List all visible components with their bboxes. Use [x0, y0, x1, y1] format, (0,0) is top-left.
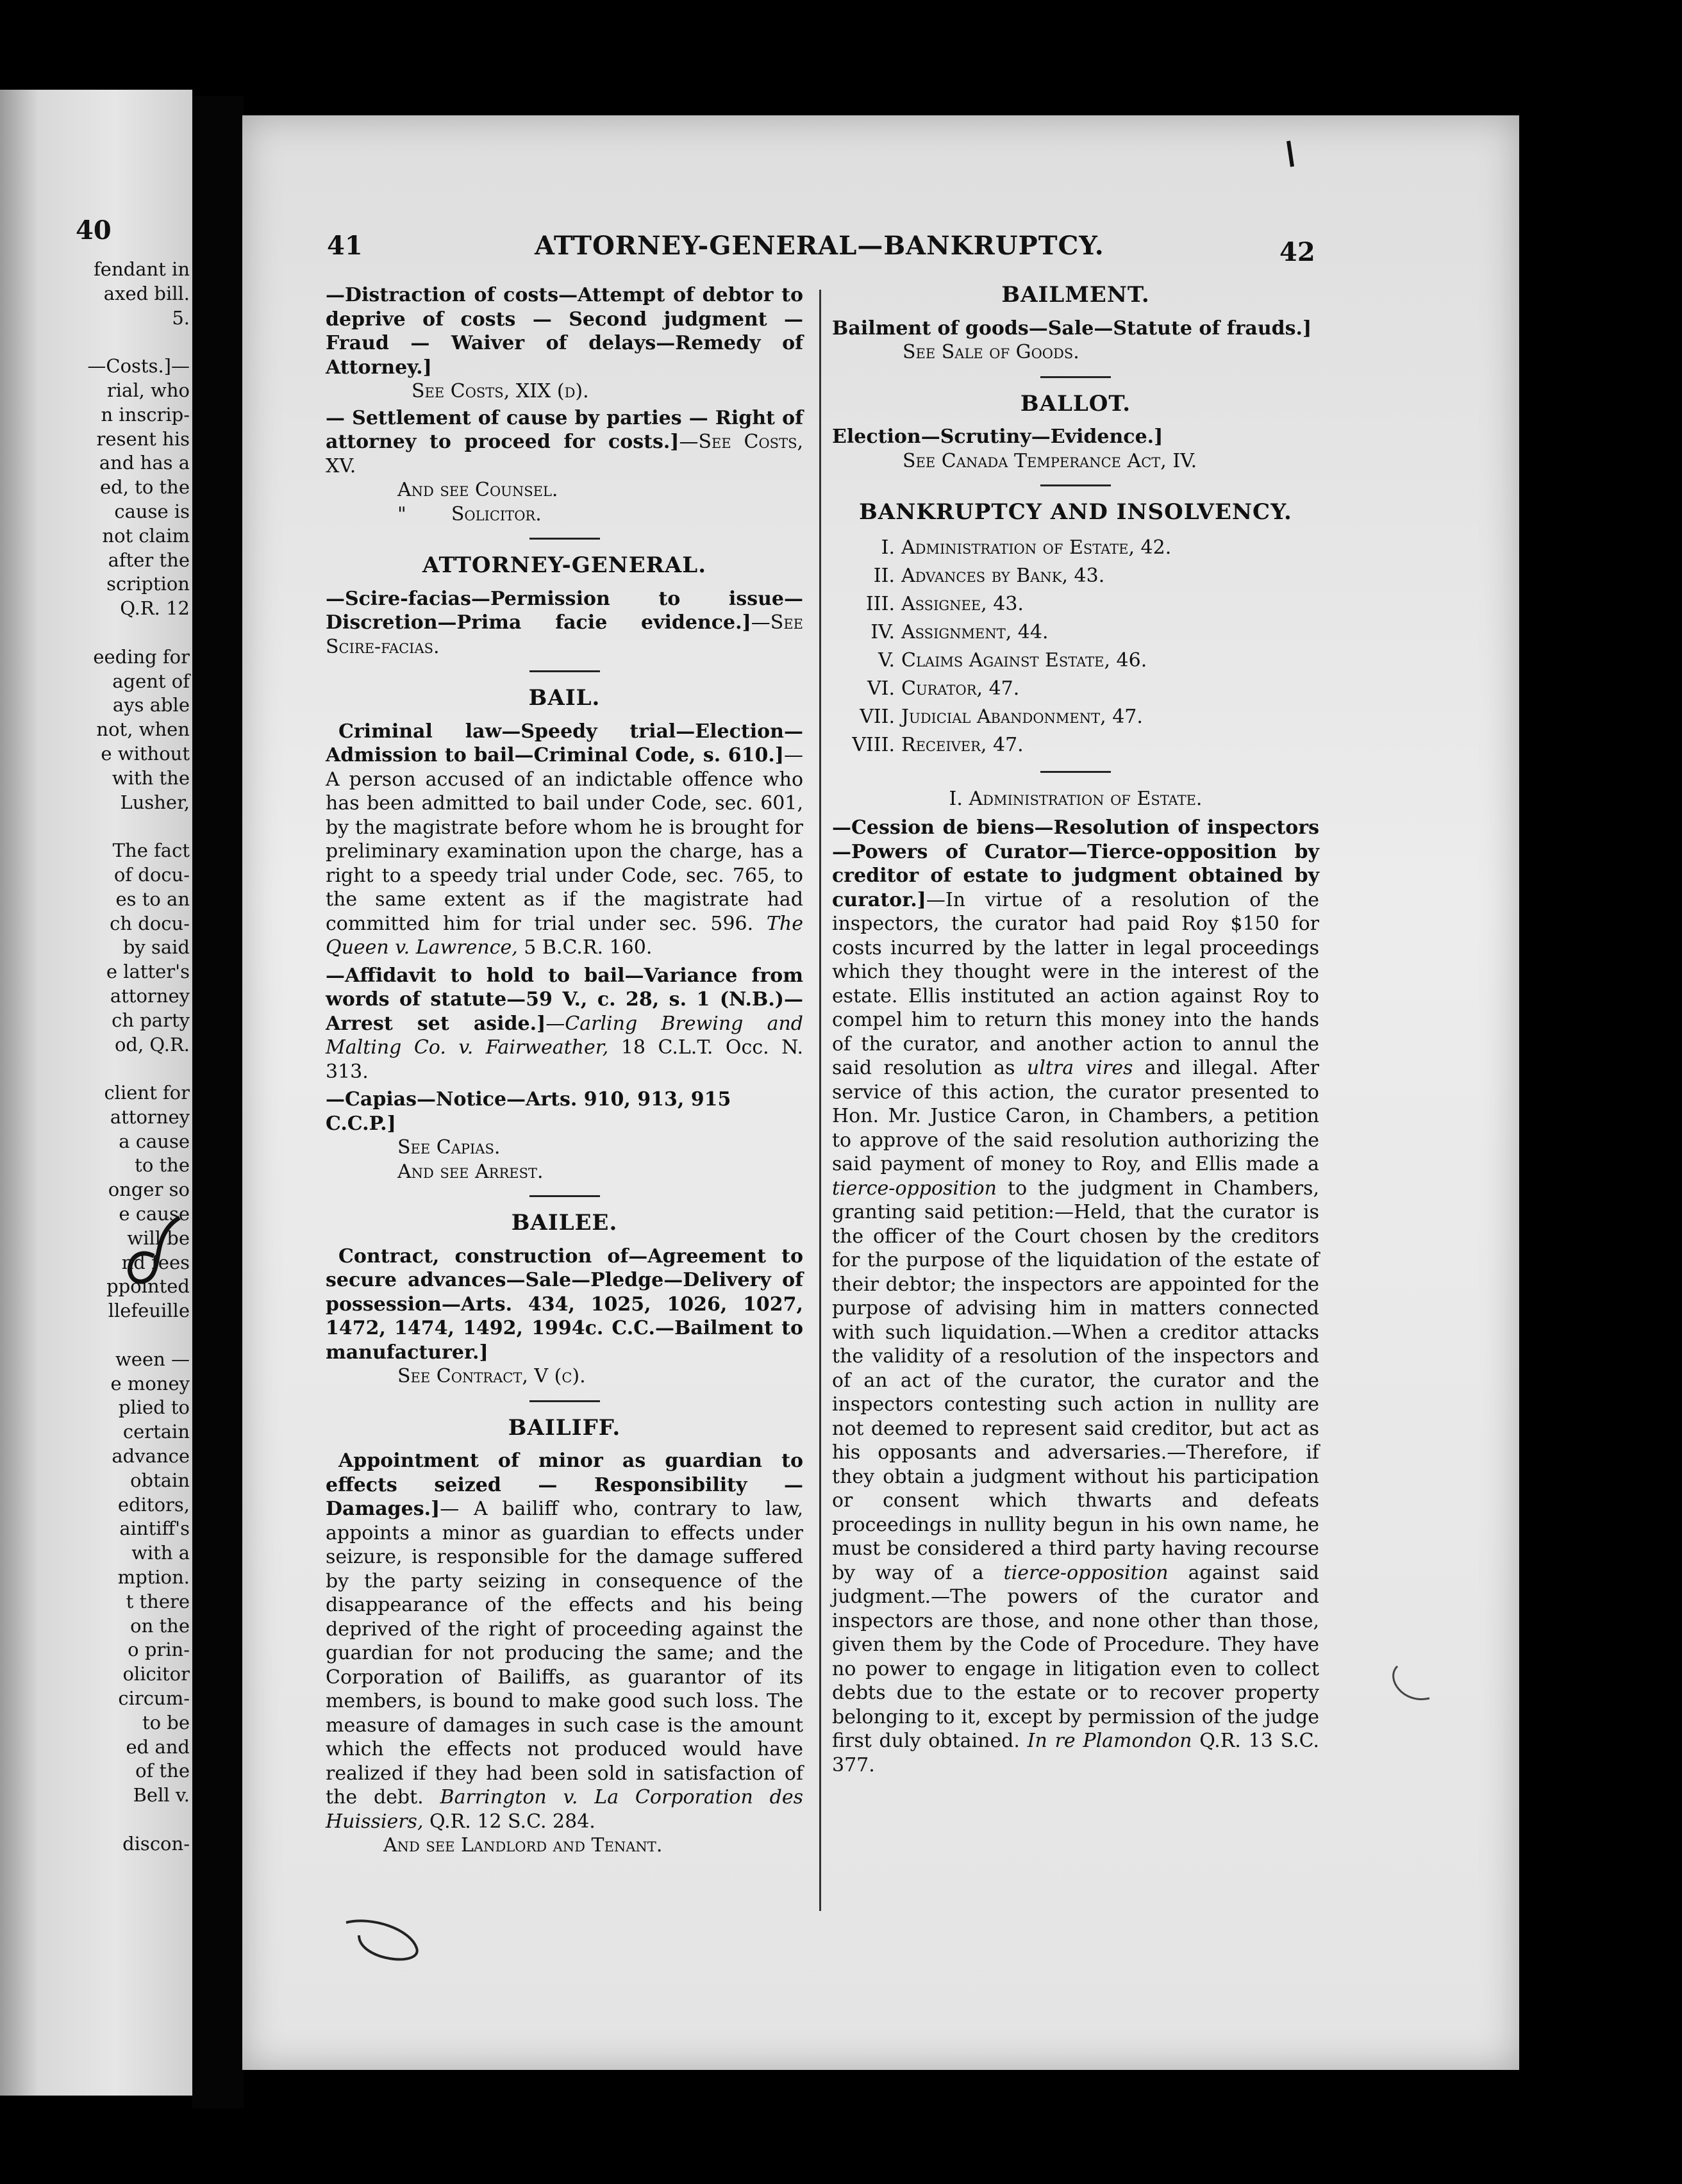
entry-settlement-of-cause: — Settlement of cause by parties — Right of attorney to proceed for costs.]—See Costs, XV.	[326, 406, 803, 477]
left-page-line: n inscrip-	[101, 403, 190, 426]
left-page-line: of docu-	[113, 863, 190, 886]
left-page-line: ween —	[115, 1348, 190, 1370]
left-page-line	[4, 815, 190, 839]
left-page-line: after the	[108, 549, 190, 571]
page-number-41: 41	[327, 231, 363, 261]
toc-item	[832, 562, 1319, 590]
left-page-line: with the	[112, 766, 190, 789]
left-page-line: ch docu-	[110, 912, 190, 934]
left-page-line: editors,	[117, 1493, 190, 1516]
left-page-line: —Costs.]—	[87, 355, 190, 377]
entry-cession-de-biens: —Cession de biens—Resolution of inspectors—Powers of Curator—Tierce-opposition by creditor of estate to judgment obtained by curator.]—In virtue of a resolution of the inspectors, the curator had paid Roy $150 for costs incurred by the latter in legal proceedings which they thought were in the interest of the estate. Ellis instituted an action against Roy to compel him to return this money into the hands of the curator, and another action to annul the said resolution as ultra vires and illegal. After service of this action, the curator presented to Hon. Mr. Justice Caron, in Chambers, a petition to approve of the said resolution authorizing the said payment of money to Roy, and Ellis made a tierce-opposition to the judgment in Chambers, granting said petition:—Held, that the curator is the officer of the Court chosen by the creditors for the purpose of the liquidation of the estate of their debtor; the inspectors are appointed for the purpose of advising him in matters connected with such liquidation.—When a creditor attacks the validity of a resolution of the inspectors and of an act of the curator, the curator and the inspectors contesting such action in nullity are not deemed to represent said creditor, but act as his opposants and adversaries.—Therefore, if they obtain a judgment without his participation or consent which thwarts and defeats proceedings in nullity begun in his own name, he must be considered a third party having recourse by way of a tierce-opposition against said judgment.—The powers of the curator and inspectors are those, and none other than those, given them by the Code of Procedure. They have no power to engage in litigation even to collect debts due to the estate or to recover property belonging to it, except by permission of the judge first duly obtained. In re Plamondon Q.R. 13 S.C. 377.	[832, 816, 1320, 1776]
see-contract: See Contract, V (c).	[397, 1365, 586, 1387]
left-page-line: of the	[135, 1760, 190, 1782]
left-page-line: e latter's	[106, 961, 190, 983]
left-page-line: od, Q.R.	[114, 1033, 190, 1055]
toc-label: Advances by Bank, 43.	[901, 564, 1105, 587]
heading-bail: BAIL.	[528, 685, 601, 711]
left-page-line: Lusher,	[120, 791, 190, 813]
left-page-line: scription	[106, 573, 190, 595]
toc-numeral: III.	[865, 592, 895, 615]
column-divider	[819, 290, 821, 1911]
and-see-counsel: And see Counsel.	[397, 479, 558, 501]
section-rule	[1040, 376, 1111, 378]
left-page-line: The fact	[112, 840, 190, 862]
entry-capias: —Capias—Notice—Arts. 910, 913, 915 C.C.P.]	[326, 1088, 731, 1135]
left-page-line: not, when	[96, 718, 190, 741]
toc-label: Claims Against Estate, 46.	[901, 649, 1147, 672]
toc-item	[832, 618, 1319, 647]
left-page-line: cause is	[114, 500, 190, 522]
entry-distraction-of-costs: —Distraction of costs—Attempt of debtor to deprive of costs — Second judgment — Fraud — Waiver of delays—Remedy of Attorney.]	[326, 284, 803, 379]
heading-ballot: BALLOT.	[1020, 390, 1131, 417]
heading-bailiff: BAILIFF.	[508, 1414, 621, 1441]
left-page-line: ch party	[112, 1009, 190, 1031]
entry-speedy-trial: Criminal law—Speedy trial—Election—Admission to bail—Criminal Code, s. 610.]—A person accused of an indictable offence who has been admitted to bail under Code, sec. 601, by the magistrate before whom he is brought for preliminary examination upon the charge, has a right to a speedy trial under Code, sec. 765, to the same extent as if the magistrate had committed him for trial under sec. 596. The Queen v. Lawrence, 5 B.C.R. 160.	[326, 720, 803, 959]
left-page-line: fendant in	[94, 258, 190, 280]
entry-bailiff-minor: Appointment of minor as guardian to effects seized — Responsibility — Damages.]— A bailiff who, contrary to law, appoints a minor as guardian to effects under seizure, is responsible for the damage suffered by the party seizing in consequence of the disappearance of the effects and his being deprived of the right of proceeding against the guardian for not producing the same; and the Corporation of Bailiffs, as guarantor of its members, is bound to make good such loss. The measure of damages in such case is the amount which the effects not produced would have realized if they had been sold in satisfaction of the debt. Barrington v. La Corporation des Huissiers, Q.R. 12 S.C. 284.	[326, 1450, 803, 1833]
left-page-line: with a	[131, 1542, 190, 1564]
left-page-line: certain	[122, 1421, 190, 1443]
entry-scire-facias: —Scire-facias—Permission to issue—Discretion—Prima facie evidence.]—See Scire-facias.	[326, 587, 803, 658]
main-page	[242, 115, 1519, 2070]
section-rule	[529, 1195, 600, 1197]
toc-numeral: VIII.	[852, 733, 895, 756]
left-page-line: es to an	[115, 888, 190, 910]
left-page-line: attorney	[110, 1105, 190, 1128]
toc-numeral: IV.	[870, 620, 895, 643]
left-page-line: e cause	[119, 1203, 190, 1225]
and-see-landlord: And see Landlord and Tenant.	[383, 1834, 663, 1857]
left-page-line	[4, 1323, 190, 1348]
toc-label: Judicial Abandonment, 47.	[901, 705, 1143, 728]
toc-numeral: VI.	[867, 677, 895, 700]
toc-numeral: V.	[878, 649, 895, 672]
toc-item	[832, 675, 1319, 703]
toc-label: Receiver, 47.	[901, 733, 1024, 756]
toc-item	[832, 534, 1319, 562]
heading-bankruptcy: BANKRUPTCY AND INSOLVENCY.	[859, 499, 1292, 525]
subheading-administration: I. Administration of Estate.	[949, 787, 1203, 810]
left-page-line: e without	[101, 742, 190, 765]
left-page-line: obtain	[130, 1469, 190, 1491]
left-page-line: 5.	[172, 306, 190, 329]
section-rule	[529, 538, 600, 540]
left-page-text	[4, 258, 190, 1857]
left-page-line: onger so	[108, 1179, 190, 1201]
heading-bailee: BAILEE.	[511, 1210, 618, 1236]
left-page-line: ed, to the	[100, 476, 190, 499]
section-rule	[529, 1400, 600, 1402]
left-page-line: to the	[135, 1154, 190, 1177]
toc-label: Assignee, 43.	[901, 592, 1024, 615]
left-page-line: circum-	[118, 1687, 190, 1710]
section-rule	[1040, 771, 1111, 773]
entry-ballot-election: Election—Scrutiny—Evidence.]	[832, 426, 1163, 448]
entry-bailment-goods: Bailment of goods—Sale—Statute of frauds.]	[832, 317, 1312, 340]
and-see-solicitor: " Solicitor.	[397, 502, 542, 525]
toc-label: Administration of Estate, 42.	[901, 536, 1172, 559]
left-page-line: e money	[110, 1372, 190, 1394]
toc-numeral: VII.	[860, 705, 895, 728]
left-page-fragment	[0, 90, 192, 2096]
left-page-line	[4, 1057, 190, 1081]
left-page-line: rial, who	[106, 379, 190, 401]
left-page-line: to be	[142, 1711, 190, 1733]
running-head: ATTORNEY-GENERAL—BANKRUPTCY.	[535, 231, 1104, 261]
left-page-line: will be	[127, 1227, 190, 1249]
left-page-line: nd fees	[121, 1251, 190, 1273]
left-page-line: axed bill.	[103, 282, 190, 304]
left-page-line	[4, 1808, 190, 1832]
left-page-line: by said	[122, 936, 190, 959]
left-page-line: ed and	[126, 1735, 190, 1758]
section-rule	[529, 670, 600, 672]
left-page-line: eeding for	[93, 645, 190, 668]
bankruptcy-contents	[832, 534, 1319, 759]
left-page-line: agent of	[112, 670, 190, 692]
see-sale-of-goods: See Sale of Goods.	[903, 341, 1079, 363]
left-page-line	[4, 621, 190, 645]
left-page-line: t there	[126, 1590, 190, 1612]
toc-item	[832, 731, 1319, 759]
left-page-line	[4, 330, 190, 354]
left-page-line: advance	[112, 1445, 190, 1468]
left-page-line: ppointed	[106, 1275, 190, 1298]
right-column	[832, 283, 1319, 1777]
left-page-line: Bell v.	[133, 1784, 190, 1807]
see-reference: See Costs, XIX (d).	[412, 380, 589, 402]
and-see-arrest: And see Arrest.	[397, 1160, 544, 1183]
left-page-line: attorney	[110, 984, 190, 1007]
left-page-line: aintiff's	[119, 1518, 190, 1540]
toc-item	[832, 590, 1319, 618]
left-page-line: on the	[130, 1614, 190, 1637]
left-page-line: olicitor	[122, 1663, 190, 1685]
left-column	[326, 283, 803, 1858]
left-page-line: o prin-	[128, 1639, 190, 1661]
left-page-line: llefeuille	[108, 1300, 190, 1322]
entry-affidavit-bail: —Affidavit to hold to bail—Variance from words of statute—59 V., c. 28, s. 1 (N.B.)—Arrest set aside.]—Carling Brewing and Malting Co. v. Fairweather, 18 C.L.T. Occ. N. 313.	[326, 964, 803, 1083]
left-page-line: discon-	[122, 1832, 190, 1855]
left-page-line: and has a	[99, 452, 190, 474]
left-page-number: 40	[76, 215, 112, 245]
left-page-line: not claim	[102, 524, 190, 547]
section-rule	[1040, 484, 1111, 486]
left-page-line: mption.	[117, 1566, 190, 1589]
toc-item	[832, 647, 1319, 675]
entry-bailee-contract: Contract, construction of—Agreement to secure advances—Sale—Pledge—Delivery of possession—Arts. 434, 1025, 1026, 1027, 1472, 1474, 1492, 1994c. C.C.—Bailment to manufacturer.]	[326, 1245, 803, 1364]
heading-attorney-general: ATTORNEY-GENERAL.	[422, 552, 707, 578]
see-capias: See Capias.	[397, 1136, 501, 1159]
left-page-line: resent his	[96, 427, 190, 450]
book-gutter	[192, 96, 244, 2108]
toc-label: Curator, 47.	[901, 677, 1020, 700]
heading-bailment: BAILMENT.	[1001, 282, 1150, 308]
toc-numeral: II.	[873, 564, 895, 587]
left-page-line: ays able	[112, 694, 190, 716]
left-page-line: plied to	[118, 1396, 190, 1419]
left-page-line: client for	[104, 1082, 190, 1104]
see-canada-temperance: See Canada Temperance Act, IV.	[903, 449, 1197, 472]
toc-numeral: I.	[881, 536, 895, 559]
left-page-line: Q.R. 12	[120, 597, 190, 620]
toc-item	[832, 703, 1319, 731]
toc-label: Assignment, 44.	[901, 620, 1049, 643]
left-page-line: a cause	[119, 1130, 190, 1152]
page-number-42: 42	[1279, 237, 1315, 267]
